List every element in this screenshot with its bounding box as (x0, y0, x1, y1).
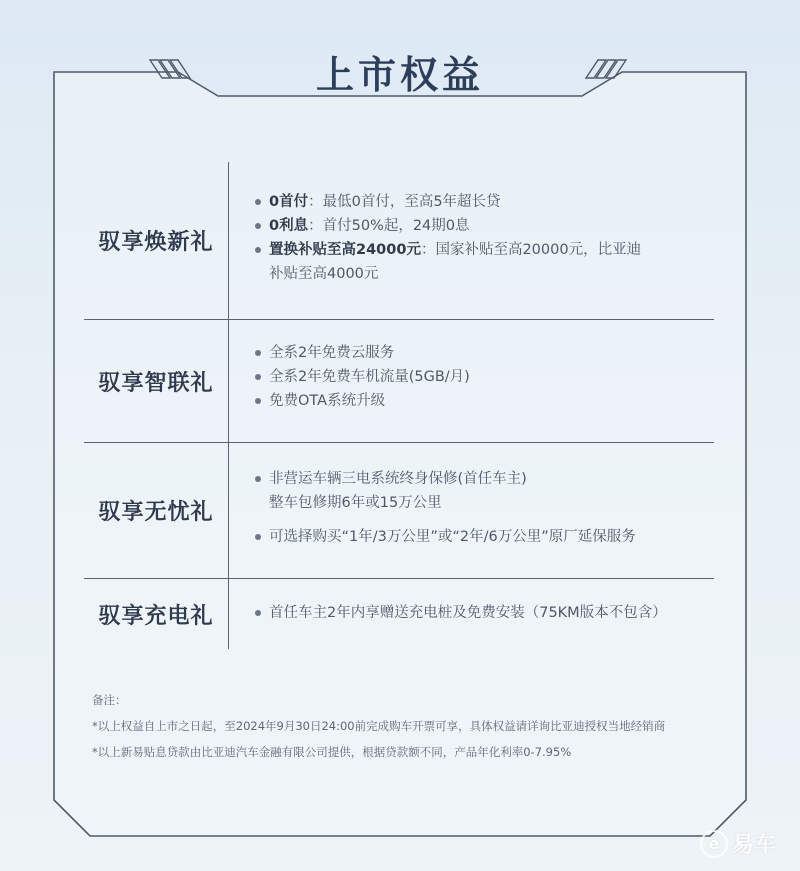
list-item: 全系2年免费车机流量(5GB/月) (253, 365, 714, 389)
benefit-row-connect (84, 320, 714, 443)
row-body (229, 162, 714, 319)
page-title: 上市权益 (315, 53, 484, 97)
list-item: 非营运车辆三电系统终身保修(首任车主) 整车包修期6年或15万公里 (253, 467, 714, 515)
row-title: 驭享焕新礼 (84, 162, 229, 319)
watermark-text: 易车 (731, 833, 776, 858)
row-body (229, 320, 714, 442)
row-body (229, 443, 714, 578)
footnote-line: *以上权益自上市之日起，至2024年9月30日24:00前完成购车开票可享，具体权益请详询比亚迪授权当地经销商 (92, 719, 666, 733)
yiche-logo-icon: e (700, 830, 728, 858)
list-item: 免费OTA系统升级 (253, 389, 714, 413)
list-item: 0利息：首付50%起，24期0息 (253, 214, 714, 238)
list-item: 置换补贴至高24000元：国家补贴至高20000元，比亚迪 补贴至高4000元 (253, 238, 714, 286)
list-item: 0首付：最低0首付，至高5年超长贷 (253, 190, 714, 214)
benefit-row-charging (84, 579, 714, 649)
footnote-label: 备注： (92, 693, 127, 707)
row-title: 驭享无忧礼 (84, 443, 229, 578)
benefit-row-renewal (84, 162, 714, 320)
row-body (229, 579, 714, 649)
list-item: 全系2年免费云服务 (253, 341, 714, 365)
row-title: 驭享智联礼 (84, 320, 229, 442)
benefit-row-worryfree (84, 443, 714, 579)
footnote-line: *以上新易贴息贷款由比亚迪汽车金融有限公司提供，根据贷款额不同，产品年化利率0-7.95% (92, 745, 572, 759)
benefits-table (84, 162, 714, 649)
footnotes (92, 687, 712, 765)
list-item: 可选择购买“1年/3万公里”或“2年/6万公里”原厂延保服务 (253, 525, 714, 549)
watermark (700, 828, 776, 859)
row-title: 驭享充电礼 (84, 579, 229, 649)
list-item: 首任车主2年内享赠送充电桩及免费安装（75KM版本不包含） (253, 601, 714, 625)
